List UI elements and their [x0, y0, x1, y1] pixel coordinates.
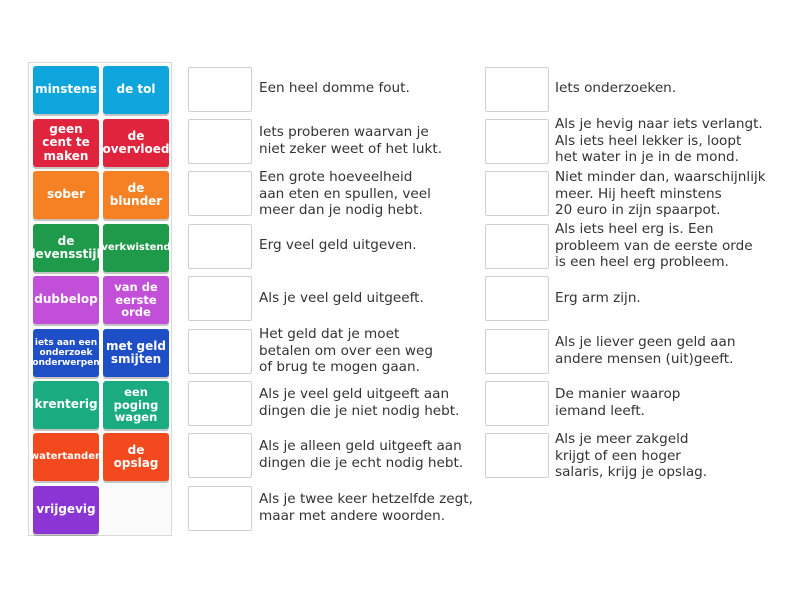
definition-text: Het geld dat je moet betalen om over een weg of brug te mogen gaan. — [259, 326, 434, 375]
tile-de-overvloed[interactable] — [103, 119, 169, 167]
drop-slot[interactable] — [485, 329, 549, 374]
definition-text: Als je liever geen geld aan andere mensen (uit)geeft. — [555, 334, 736, 367]
drop-slot[interactable] — [188, 276, 252, 321]
definition-text: Als je hevig naar iets verlangt. Als iets heel lekker is, loopt het water in je in de mond. — [555, 116, 763, 165]
drop-slot[interactable] — [485, 171, 549, 216]
tile-label: de opslag — [113, 442, 159, 470]
definition-text: Iets proberen waarvan je niet zeker weet of het lukt. — [259, 124, 443, 157]
tile-label: met geld smijten — [106, 338, 166, 366]
tile-label: van de eerste orde — [114, 279, 158, 320]
definition-text: Als iets heel erg is. Een probleem van de eerste orde is een heel erg probleem. — [555, 221, 753, 270]
tile-label: vrijgevig — [36, 502, 96, 517]
drop-slot[interactable] — [188, 381, 252, 426]
definition-text: Als je meer zakgeld krijgt of een hoger salaris, krijg je opslag. — [555, 431, 708, 480]
tile-label: sober — [46, 187, 86, 202]
drop-slot[interactable] — [188, 433, 252, 478]
definition-text: Erg veel geld uitgeven. — [259, 237, 417, 253]
drop-slot[interactable] — [485, 276, 549, 321]
definition-text: Een heel domme fout. — [259, 80, 410, 96]
definition-text: Als je veel geld uitgeeft. — [259, 290, 424, 306]
drop-slot[interactable] — [485, 224, 549, 269]
tile-sober[interactable] — [33, 171, 99, 219]
definition-text: Iets onderzoeken. — [555, 80, 677, 96]
tile-minstens[interactable] — [33, 66, 99, 114]
drop-slot[interactable] — [485, 433, 549, 478]
tile-watertanden[interactable] — [29, 433, 103, 481]
tile-label: verkwistend — [101, 242, 171, 254]
tile-label: krenterig — [34, 397, 98, 412]
tile-label: de overvloed — [102, 128, 170, 156]
tile-label: de levensstijl — [31, 233, 101, 261]
tile-iets-aan-een-onderzoek-onderwerpen[interactable] — [33, 329, 99, 377]
definition-text: Als je veel geld uitgeeft aan dingen die je niet nodig hebt. — [259, 386, 460, 419]
tile-met-geld-smijten[interactable] — [103, 329, 169, 377]
definition-text: Een grote hoeveelheid aan eten en spullen, veel meer dan je nodig hebt. — [259, 169, 431, 218]
definition-text: Niet minder dan, waarschijnlijk meer. Hij heeft minstens 20 euro in zijn spaarpot. — [555, 169, 766, 218]
definition-text: De manier waarop iemand leeft. — [555, 386, 681, 419]
tile-geen-cent-te-maken[interactable] — [33, 119, 99, 167]
drop-slot[interactable] — [188, 329, 252, 374]
drop-slot[interactable] — [485, 67, 549, 112]
tile-de-blunder[interactable] — [103, 171, 169, 219]
definition-text: Als je twee keer hetzelfde zegt, maar met andere woorden. — [259, 491, 473, 524]
tile-vrijgevig[interactable] — [33, 486, 99, 534]
tile-label: de blunder — [109, 180, 163, 208]
tile-verkwistend[interactable] — [103, 224, 169, 272]
tile-label: minstens — [35, 82, 97, 97]
drop-slot[interactable] — [485, 119, 549, 164]
tile-label: iets aan een onderzoek onderwerpen — [32, 337, 100, 369]
definition-text: Als je alleen geld uitgeeft aan dingen die je echt nodig hebt. — [259, 438, 464, 471]
drop-slot[interactable] — [188, 67, 252, 112]
tile-van-de-eerste-orde[interactable] — [103, 276, 169, 324]
tile-label: geen cent te maken — [42, 121, 90, 163]
drop-slot[interactable] — [485, 381, 549, 426]
tile-de-levensstijl[interactable] — [33, 224, 99, 272]
drop-slot[interactable] — [188, 119, 252, 164]
definition-text: Erg arm zijn. — [555, 290, 641, 306]
drop-slot[interactable] — [188, 486, 252, 531]
tile-een-poging-wagen[interactable] — [103, 381, 169, 429]
tile-label: dubbelop — [34, 292, 98, 307]
tile-de-tol[interactable] — [103, 66, 169, 114]
drop-slot[interactable] — [188, 224, 252, 269]
tile-label: een poging wagen — [113, 384, 159, 425]
tile-de-opslag[interactable] — [103, 433, 169, 481]
tile-label: de tol — [116, 82, 156, 97]
tile-dubbelop[interactable] — [33, 276, 99, 324]
drop-slot[interactable] — [188, 171, 252, 216]
tile-label: watertanden — [29, 451, 103, 463]
tile-krenterig[interactable] — [33, 381, 99, 429]
